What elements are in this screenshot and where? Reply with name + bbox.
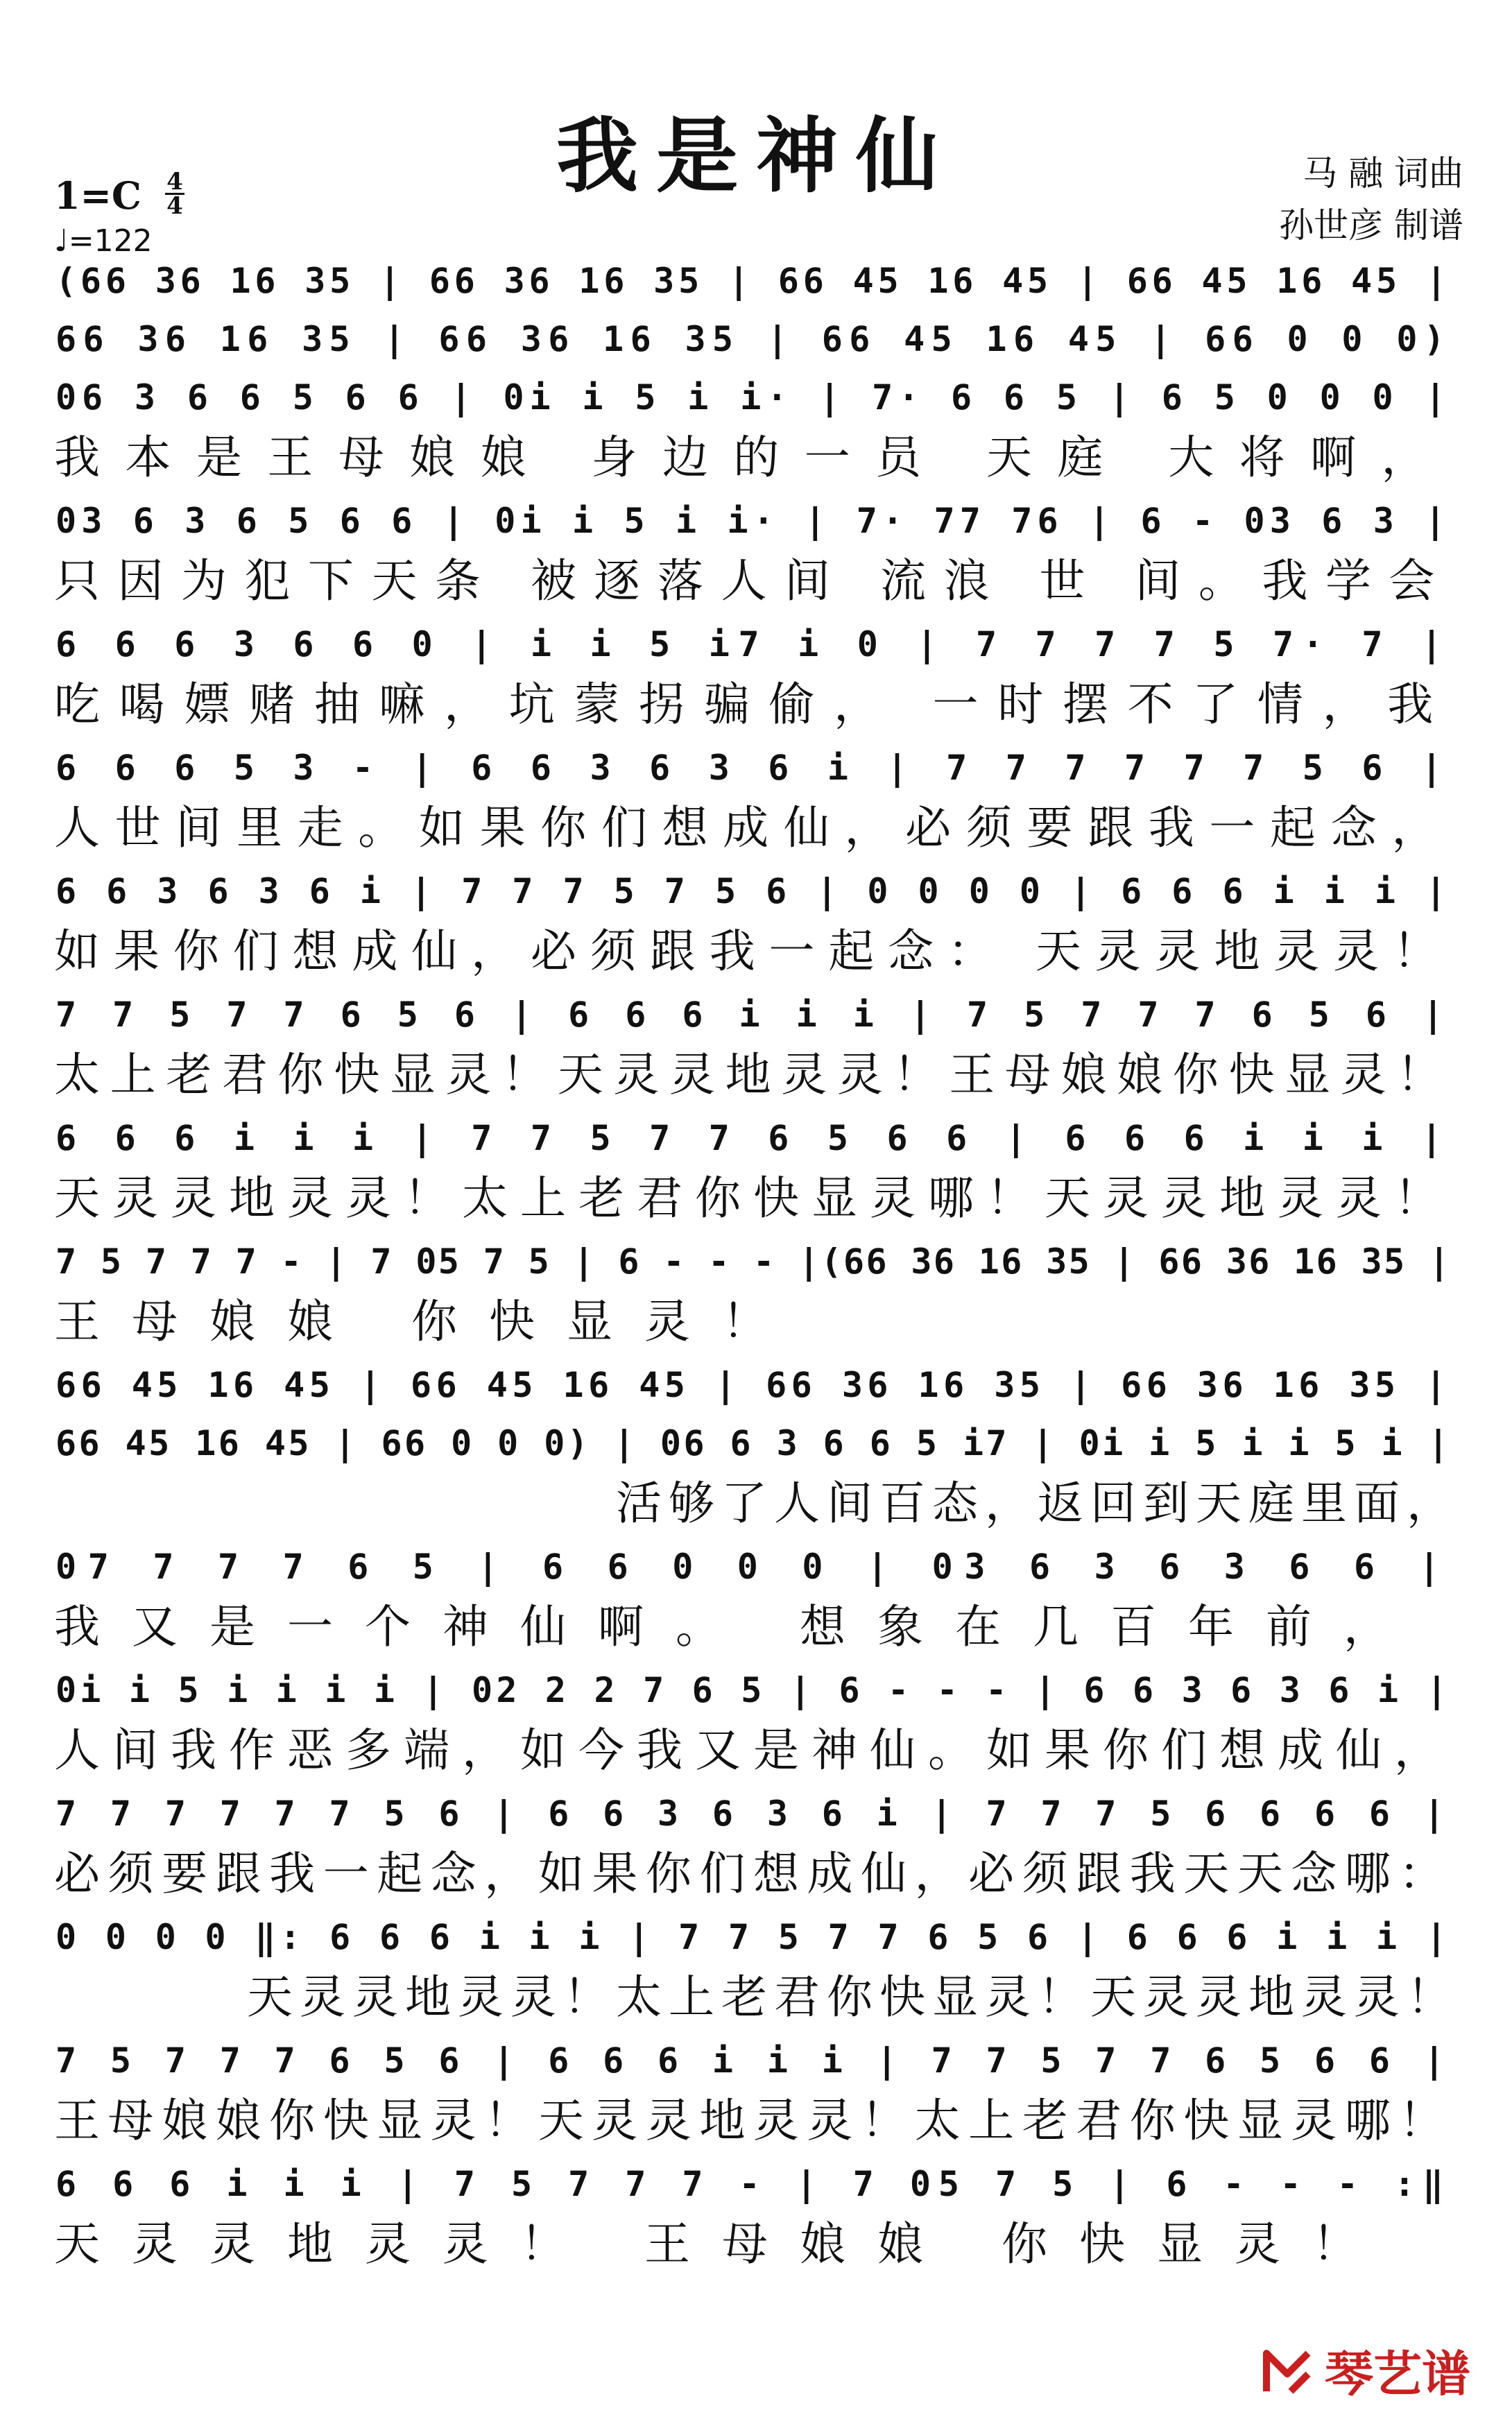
score-line: [54, 311, 1459, 370]
time-signature-top: 4: [166, 168, 183, 196]
lyrics-row: [54, 1594, 1459, 1660]
notation-text: 07 7 7 7 6 5 | 6 6 0 0 0 | 03 6 3 6 3 6 6 |: [55, 1547, 1452, 1587]
score-line: [54, 2033, 1459, 2156]
lyrics-text: 王母娘娘你快显灵！天灵灵地灵灵！太上老君你快显灵哪！: [54, 2094, 1452, 2147]
lyrics-text: 天灵灵地灵灵！太上老君你快显灵哪！天灵灵地灵灵！: [54, 1171, 1452, 1225]
watermark: [1260, 2335, 1470, 2405]
score-line: [54, 1234, 1459, 1357]
notation-text: 0i i 5 i i i i | 02 2 2 7 6 5 | 6 - - - | 6 6 3 6 3 6 i |: [55, 1670, 1451, 1710]
notation-text: 7 7 5 7 7 6 5 6 | 6 6 6 i i i | 7 5 7 7 7 6 5 6 |: [55, 995, 1452, 1035]
score-line: [54, 253, 1459, 311]
lyrics-row: [54, 1166, 1459, 1231]
notation-text: 7 5 7 7 7 - | 7 05 7 5 | 6 - - - |(66 36 16 35 | 66 36 16 35 |: [55, 1241, 1452, 1282]
score-line: [54, 1786, 1459, 1909]
notation-row: [54, 2033, 1459, 2088]
notation-row: [54, 1416, 1459, 1471]
score-line: [54, 370, 1459, 493]
notation-row: [54, 311, 1459, 367]
lyrics-text: 我本是王母娘娘 身边的一员 天庭 大将啊，: [54, 431, 1452, 484]
lyrics-row: [54, 672, 1459, 737]
lyrics-row: [54, 1042, 1459, 1108]
lyrics-row: [54, 1289, 1459, 1355]
score-line: [54, 1416, 1459, 1539]
notation-text: 03 6 3 6 5 6 6 | 0i i 5 i i· | 7· 77 76 | 6 - 03 6 3 |: [55, 501, 1451, 541]
score-line: [54, 1110, 1459, 1234]
lyrics-row: [54, 549, 1459, 614]
score-line: [54, 493, 1459, 617]
notation-row: [54, 2156, 1459, 2212]
lyrics-text: 天灵灵地灵灵！太上老君你快显灵！天灵灵地灵灵！: [247, 1970, 1459, 2024]
lyrics-row: [54, 425, 1459, 490]
notation-text: 06 3 6 6 5 6 6 | 0i i 5 i i· | 7· 6 6 5 | 6 5 0 0 0 |: [55, 377, 1452, 418]
notation-row: [54, 1539, 1459, 1594]
score-body: [54, 253, 1459, 2280]
notation-row: [54, 617, 1459, 672]
lyrics-text: 我又是一个神仙啊。 想象在几百年前，: [54, 1600, 1421, 1653]
lyrics-text: 活够了人间百态，返回到天庭里面，: [616, 1477, 1459, 1530]
notation-text: 66 45 16 45 | 66 45 16 45 | 66 36 16 35 | 66 36 16 35 |: [55, 1365, 1451, 1405]
lyrics-text: 必须要跟我一起念，如果你们想成仙，必须跟我天天念哪：: [54, 1847, 1452, 1900]
lyrics-text: 天灵灵地灵灵！ 王母娘娘 你快显灵！: [54, 2217, 1390, 2271]
lyrics-row: [54, 1841, 1459, 1907]
lyrics-row: [54, 2212, 1459, 2277]
lyrics-row: [54, 796, 1459, 861]
notation-text: 6 6 6 i i i | 7 7 5 7 7 6 5 6 6 | 6 6 6 i i i |: [55, 1118, 1451, 1158]
notation-text: 6 6 6 5 3 - | 6 6 3 6 3 6 i | 7 7 7 7 7 7 5 6 |: [55, 748, 1451, 788]
lyrics-row: [54, 2088, 1459, 2153]
time-signature-bottom: 4: [166, 192, 183, 220]
lyricist-composer-credit: 马 融 词曲: [1303, 153, 1463, 194]
lyrics-row: [54, 919, 1459, 984]
watermark-text: 琴艺谱: [1325, 2346, 1470, 2402]
score-line: [54, 987, 1459, 1110]
notation-row: [54, 987, 1459, 1042]
notation-row: [54, 1234, 1459, 1289]
notation-row: [54, 1662, 1459, 1718]
notation-row: [54, 1909, 1459, 1965]
score-line: [54, 740, 1459, 863]
notation-row: [54, 370, 1459, 425]
lyrics-text: 如果你们想成仙，必须跟我一起念： 天灵灵地灵灵！: [54, 925, 1452, 978]
song-title: 我是神仙: [556, 108, 956, 204]
lyrics-text: 王母娘娘 你快显灵！: [54, 1295, 800, 1348]
lyrics-text: 太上老君你快显灵！天灵灵地灵灵！王母娘娘你快显灵！: [54, 1048, 1452, 1101]
notation-text: 6 6 3 6 3 6 i | 7 7 7 5 7 5 6 | 0 0 0 0 | 6 6 6 i i i |: [55, 871, 1451, 911]
notation-row: [54, 493, 1459, 549]
notation-row: [54, 740, 1459, 796]
notation-row: [54, 1110, 1459, 1166]
notation-text: 7 5 7 7 7 6 5 6 | 6 6 6 i i i | 7 7 5 7 7 6 5 6 6 |: [55, 2040, 1452, 2081]
lyrics-text: 人间我作恶多端，如今我又是神仙。如果你们想成仙，: [54, 1723, 1452, 1777]
arranger-credit: 孙世彦 制谱: [1279, 205, 1463, 246]
notation-row: [54, 253, 1459, 309]
lyrics-row: [54, 1965, 1459, 2030]
lyrics-text: 人世间里走。如果你们想成仙，必须要跟我一起念，: [54, 801, 1452, 854]
score-line: [54, 863, 1459, 987]
key-signature: 1=C: [54, 173, 141, 218]
lyrics-text: 只因为犯下天条 被逐落人间 流浪 世 间。我学会: [54, 554, 1452, 608]
score-line: [54, 1357, 1459, 1416]
notation-text: (66 36 16 35 | 66 36 16 35 | 66 45 16 45 | 66 45 16 45 |: [55, 261, 1451, 301]
notation-text: 66 45 16 45 | 66 0 0 0) | 06 6 3 6 6 5 i7 | 0i i 5 i i 5 i |: [55, 1423, 1452, 1463]
notation-row: [54, 863, 1459, 919]
notation-text: 7 7 7 7 7 7 5 6 | 6 6 3 6 3 6 i | 7 7 7 5 6 6 6 6 |: [55, 1794, 1452, 1834]
lyrics-row: [54, 1718, 1459, 1783]
tempo-marking: ♩=122: [54, 223, 153, 259]
score-line: [54, 2156, 1459, 2280]
score-line: [54, 1539, 1459, 1662]
score-line: [54, 1662, 1459, 1786]
lyrics-row: [54, 1471, 1459, 1536]
notation-row: [54, 1786, 1459, 1841]
notation-row: [54, 1357, 1459, 1413]
lyrics-text: 吃喝嫖赌抽嘛，坑蒙拐骗偷， 一时摆不了情，我: [54, 678, 1452, 731]
score-line: [54, 1909, 1459, 2033]
notation-text: 6 6 6 3 6 6 0 | i i 5 i7 i 0 | 7 7 7 7 5 7· 7 |: [55, 624, 1451, 664]
score-line: [54, 617, 1459, 740]
time-signature: [165, 168, 184, 220]
watermark-logo-icon: [1260, 2343, 1315, 2398]
notation-text: 66 36 16 35 | 66 36 16 35 | 66 45 16 45 | 66 0 0 0): [55, 319, 1452, 359]
notation-text: 0 0 0 0 ‖: 6 6 6 i i i | 7 7 5 7 7 6 5 6 | 6 6 6 i i i |: [55, 1917, 1451, 1957]
notation-text: 6 6 6 i i i | 7 5 7 7 7 - | 7 05 7 5 | 6 - - - :‖: [55, 2164, 1452, 2204]
